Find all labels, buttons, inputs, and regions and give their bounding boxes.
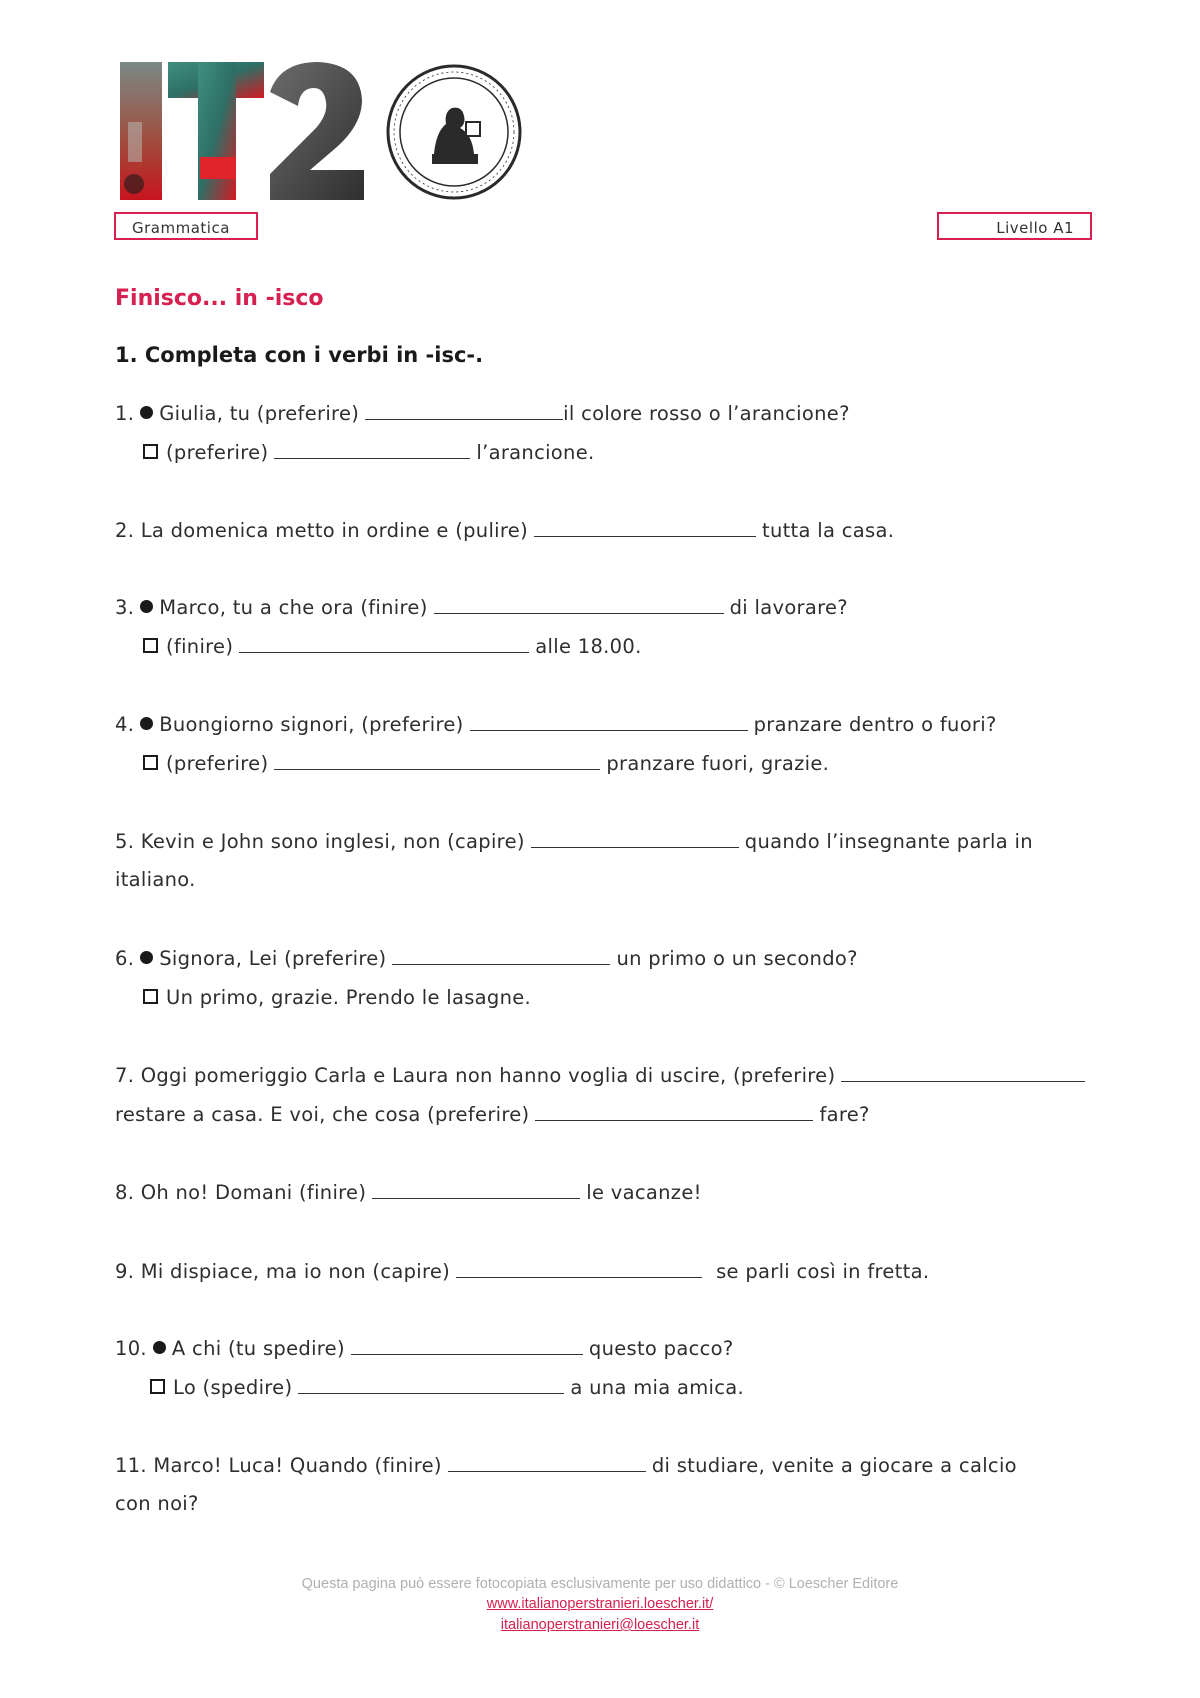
exercise-item-11-cont <box>115 1492 199 1515</box>
worksheet-title: Finisco... in -isco <box>115 286 324 311</box>
item-number: 9. <box>115 1260 135 1283</box>
bullet-dot-icon <box>140 951 153 964</box>
item-text: Buongiorno signori, (preferire) <box>159 713 464 736</box>
answer-blank[interactable] <box>298 1379 564 1394</box>
answer-blank[interactable] <box>274 755 600 770</box>
answer-blank[interactable] <box>351 1340 583 1355</box>
answer-blank[interactable] <box>448 1457 646 1472</box>
exercise-item-9 <box>115 1260 929 1283</box>
exercise-item-3 <box>115 596 848 619</box>
answer-blank[interactable] <box>365 405 563 420</box>
item-text: Oggi pomeriggio Carla e Laura non hanno voglia di uscire, (preferire) <box>140 1064 836 1087</box>
item-text: (preferire) <box>166 441 269 464</box>
category-label: Grammatica <box>114 212 258 240</box>
item-number: 3. <box>115 596 135 619</box>
item-text: La domenica metto in ordine e (pulire) <box>140 519 528 542</box>
exercise-item-4-reply <box>143 752 829 775</box>
item-text: A chi (tu spedire) <box>171 1337 345 1360</box>
item-text: restare a casa. E voi, che cosa (preferire) <box>115 1103 530 1126</box>
item-number: 10. <box>115 1337 147 1360</box>
item-text: di studiare, venite a giocare a calcio <box>651 1454 1017 1477</box>
item-text: il colore rosso o l’arancione? <box>563 402 850 425</box>
answer-blank[interactable] <box>531 833 739 848</box>
item-text: Marco, tu a che ora (finire) <box>159 596 428 619</box>
item-number: 8. <box>115 1181 135 1204</box>
answer-blank[interactable] <box>534 522 756 537</box>
exercise-item-7 <box>115 1064 1091 1087</box>
item-text: Marco! Luca! Quando (finire) <box>153 1454 442 1477</box>
item-text: un primo o un secondo? <box>616 947 858 970</box>
exercise-item-11 <box>115 1454 1017 1477</box>
exercise-item-8 <box>115 1181 702 1204</box>
item-text: Oh no! Domani (finire) <box>140 1181 367 1204</box>
item-number: 7. <box>115 1064 135 1087</box>
item-text: (preferire) <box>166 752 269 775</box>
item-text: Signora, Lei (preferire) <box>159 947 387 970</box>
item-text: tutta la casa. <box>762 519 895 542</box>
website-link[interactable]: www.italianoperstranieri.loescher.it/ <box>486 1596 714 1612</box>
exercise-item-6 <box>115 947 858 970</box>
item-text: italiano. <box>115 868 196 891</box>
copyright-notice: Questa pagina può essere fotocopiata esclusivamente per uso didattico - © Loescher Editore <box>301 1576 899 1592</box>
item-text: pranzare fuori, grazie. <box>606 752 830 775</box>
answer-blank[interactable] <box>841 1067 1085 1082</box>
reply-square-icon <box>150 1379 165 1394</box>
bullet-dot-icon <box>140 717 153 730</box>
item-text: Lo (spedire) <box>173 1376 293 1399</box>
loescher-seal-logo <box>384 62 524 202</box>
level-label: Livello A1 <box>937 212 1092 240</box>
item-text: Giulia, tu (preferire) <box>159 402 360 425</box>
exercise-item-7-cont <box>115 1103 870 1126</box>
item-text: Mi dispiace, ma io non (capire) <box>140 1260 451 1283</box>
reply-square-icon <box>143 989 158 1004</box>
answer-blank[interactable] <box>470 716 748 731</box>
answer-blank[interactable] <box>392 950 610 965</box>
answer-blank[interactable] <box>372 1184 580 1199</box>
reply-square-icon <box>143 638 158 653</box>
exercise-item-5-cont <box>115 868 196 891</box>
item-text: l’arancione. <box>476 441 595 464</box>
reply-square-icon <box>143 444 158 459</box>
answer-blank[interactable] <box>456 1263 702 1278</box>
item-text: questo pacco? <box>588 1337 734 1360</box>
exercise-item-10-reply <box>150 1376 744 1399</box>
item-text: a una mia amica. <box>570 1376 744 1399</box>
answer-blank[interactable] <box>434 599 724 614</box>
bullet-dot-icon <box>140 600 153 613</box>
item-text: Kevin e John sono inglesi, non (capire) <box>140 830 525 853</box>
answer-blank[interactable] <box>274 444 470 459</box>
exercise-instruction: 1. Completa con i verbi in -isc-. <box>115 343 484 367</box>
answer-blank[interactable] <box>239 638 529 653</box>
item-number: 1. <box>115 402 135 425</box>
exercise-item-10 <box>115 1337 734 1360</box>
it2-logo <box>120 62 520 202</box>
item-text: con noi? <box>115 1492 199 1515</box>
bullet-dot-icon <box>153 1341 166 1354</box>
item-number: 11. <box>115 1454 147 1477</box>
exercise-item-2 <box>115 519 894 542</box>
reply-square-icon <box>143 755 158 770</box>
exercise-item-1 <box>115 402 850 425</box>
bullet-dot-icon <box>140 406 153 419</box>
item-text: le vacanze! <box>586 1181 702 1204</box>
email-link[interactable]: italianoperstranieri@loescher.it <box>500 1617 700 1633</box>
item-text: (finire) <box>166 635 234 658</box>
item-number: 5. <box>115 830 135 853</box>
exercise-item-1-reply <box>143 441 595 464</box>
item-text: quando l’insegnante parla in <box>744 830 1033 853</box>
item-text: fare? <box>819 1103 870 1126</box>
item-text: alle 18.00. <box>535 635 642 658</box>
item-number: 6. <box>115 947 135 970</box>
item-text: di lavorare? <box>729 596 848 619</box>
exercise-item-6-reply <box>143 986 531 1009</box>
exercise-item-4 <box>115 713 997 736</box>
exercise-item-5 <box>115 830 1033 853</box>
exercise-item-3-reply <box>143 635 642 658</box>
item-text: Un primo, grazie. Prendo le lasagne. <box>166 986 532 1009</box>
item-number: 4. <box>115 713 135 736</box>
it2-letters-logo <box>120 62 420 202</box>
answer-blank[interactable] <box>535 1106 813 1121</box>
item-text: pranzare dentro o fuori? <box>753 713 997 736</box>
item-text: se parli così in fretta. <box>716 1260 930 1283</box>
item-number: 2. <box>115 519 135 542</box>
